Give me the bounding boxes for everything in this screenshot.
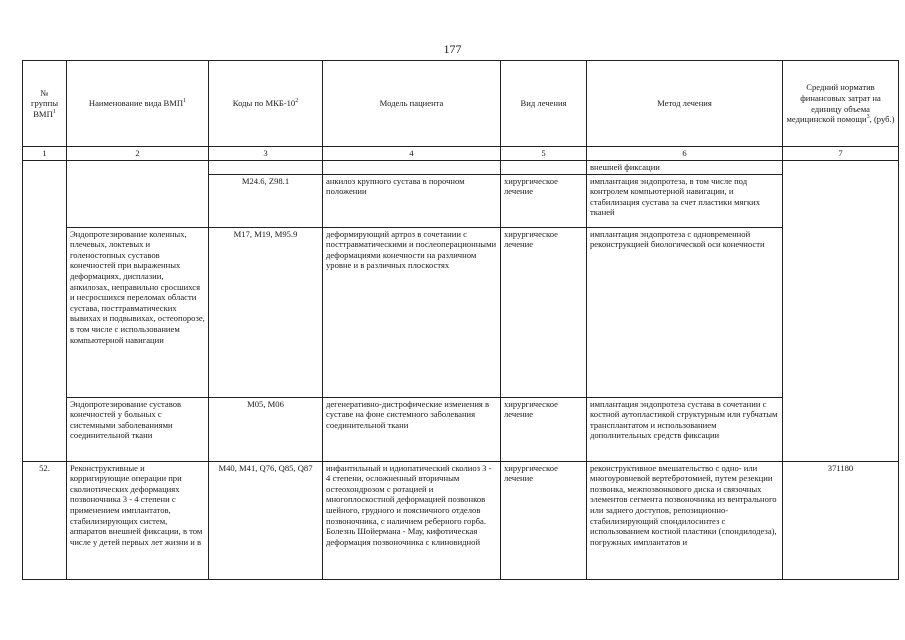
column-number: 4 [323,147,501,161]
cell-method: имплантация эндопротеза с одновременной реконструкцией биологической оси конечности [587,227,783,397]
cell-type: хирургическое лечение [501,397,587,461]
header-avg-cost: Средний норматив финансовых затрат на единицу объема медицинской помощи$^3$, (руб.) [783,61,899,147]
cell-type: хирургическое лечение [501,227,587,397]
cell-type: хирургическое лечение [501,461,587,579]
cell-cost: 371180 [783,461,899,579]
column-number: 1 [23,147,67,161]
cell-model: инфантильный и идиопатический сколиоз 3 - 4 степени, осложненный вторичным остеохондрозом с ротацией и многоплоскостной деформацией позвонков шейного, грудного и поясничного отделов позвоночника, с наличием реберного горба. Болезнь Шойермана - Мау, кифотическая деформация позвоночника с клиновидной [323,461,501,579]
header-mkb-codes: Коды по МКБ-$10^2$ [209,61,323,147]
header-vmp-name: Наименование вида ВМП$^1$ [67,61,209,147]
table-row [23,160,899,174]
cell-codes: M40, M41, Q76, Q85, Q87 [209,461,323,579]
column-number: 2 [67,147,209,161]
cell-codes: M24.6, Z98.1 [209,174,323,227]
cell-codes: M17, M19, M95.9 [209,227,323,397]
cell-model: анкилоз крупного сустава в порочном положении [323,174,501,227]
cell-codes [209,160,323,174]
table-row [23,397,899,461]
cell-method: имплантация эндопротеза, в том числе под контролем компьютерной навигации, и стабилизация сустава за счет пластики мягких тканей [587,174,783,227]
table-row [23,461,899,579]
vmp-table [22,60,899,580]
column-number: 5 [501,147,587,161]
table-row [23,227,899,397]
cell-name: Реконструктивные и корригирующие операции при сколиотических деформациях позвоночника 3 - 4 степени с применением имплантатов, стабилизирующих систем, аппаратов внешней фиксации, в том числе у детей первых лет жизни и в [67,461,209,579]
cell-method: внешней фиксации [587,160,783,174]
header-patient-model: Модель пациента [323,61,501,147]
cell-group: 52. [23,461,67,579]
cell-type [501,160,587,174]
page-number: 177 [443,42,462,56]
column-number: 7 [783,147,899,161]
header-treatment-type: Вид лечения [501,61,587,147]
cell-type: хирургическое лечение [501,174,587,227]
header-row [23,61,899,147]
column-number: 3 [209,147,323,161]
cell-group [23,160,67,461]
column-number: 6 [587,147,783,161]
column-number-row [23,147,899,161]
header-treatment-method: Метод лечения [587,61,783,147]
cell-method: имплантация эндопротеза сустава в сочетании с костной аутопластикой структурным или губчатым трансплантатом и использованием дополнительных средств фиксации [587,397,783,461]
cell-cost [783,160,899,461]
cell-method: реконструктивное вмешательство с одно- или многоуровневой вертебротомией, путем резекции позвонка, межпозвонкового диска и связочных элементов сегмента позвоночника из вентрального или заднего доступов, репозиционно-стабилизирующий спондилосинтез с использованием костной пластики (спондилодеза), погружных имплантатов и [587,461,783,579]
cell-model: дегенеративно-дистрофические изменения в суставе на фоне системного заболевания соединительной ткани [323,397,501,461]
cell-name [67,160,209,227]
cell-name: Эндопротезирование суставов конечностей у больных с системными заболеваниями соединительной ткани [67,397,209,461]
header-group-no: № группы ВМП$^1$ [23,61,67,147]
cell-model: деформирующий артроз в сочетании с посттравматическими и послеоперационными деформациями конечности на различном уровне и в различных плоскостях [323,227,501,397]
cell-codes: M05, M06 [209,397,323,461]
cell-name: Эндопротезирование коленных, плечевых, локтевых и голеностопных суставов конечностей при выраженных деформациях, дисплазии, анкилозах, неправильно сросшихся и несросшихся переломах области сустава, посттравматических вывихах и подвывихах, остеопорозе, в том числе с использованием компьютерной навигации [67,227,209,397]
cell-model [323,160,501,174]
